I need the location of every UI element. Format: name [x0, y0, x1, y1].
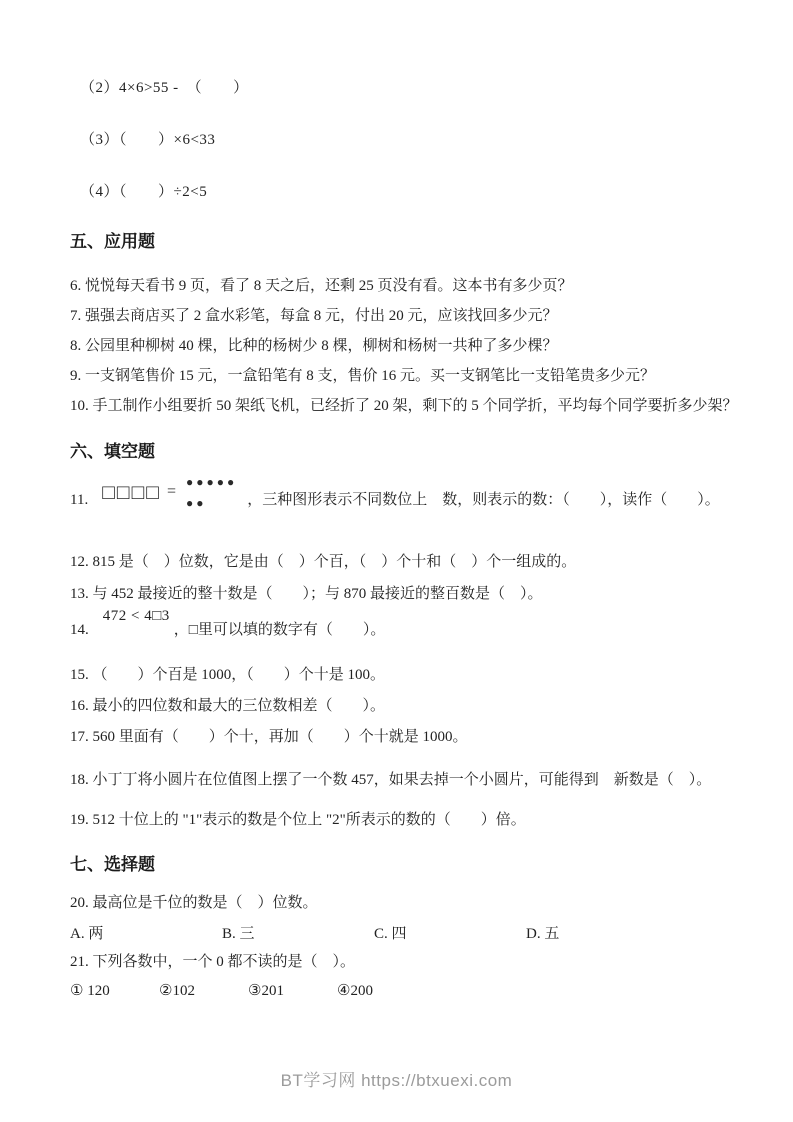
dots-stack	[186, 476, 237, 509]
inequality-item-2	[80, 76, 249, 97]
option-b: B. 三	[222, 926, 255, 942]
site-footer: BT学习网 https://btxuexi.com	[280, 1071, 513, 1090]
section-heading-fill-blanks: 六、填空题	[70, 442, 155, 461]
question-14	[70, 608, 385, 639]
inequality-2-number: （2）	[80, 80, 120, 96]
section-heading-choice: 七、选择题	[70, 855, 155, 874]
equals-sign: =	[166, 483, 176, 500]
question-14-text: ，□里可以填的数字有（ ）。	[173, 622, 386, 638]
question-6: 6. 悦悦每天看书 9 页，看了 8 天之后，还剩 25 页没有看。这本书有多少页？	[70, 278, 573, 294]
inequality-3-expression: （ ）×6<33	[119, 132, 216, 148]
option-c: C. 四	[374, 926, 407, 942]
question-16: 16. 最小的四位数和最大的三位数相差（ ）。	[70, 698, 386, 714]
question-20: 20. 最高位是千位的数是（ ）位数。	[70, 895, 318, 911]
dots-bottom-row: ●●	[185, 496, 207, 510]
inequality-4-number: （4）	[80, 184, 120, 200]
inequality-item-3	[80, 128, 215, 149]
question-20-options	[70, 922, 678, 943]
question-11	[70, 476, 720, 509]
option-a: A. 两	[70, 926, 104, 942]
question-14-number: 14.	[70, 622, 89, 638]
section-heading-application: 五、应用题	[70, 232, 155, 251]
question-21-options	[70, 981, 426, 1000]
question-13: 13. 与 452 最接近的整十数是（ ）；与 870 最接近的整百数是（ ）。	[70, 586, 543, 602]
question-21: 21. 下列各数中，一个 0 都不读的是（ ）。	[70, 954, 356, 970]
question-11-text: ，三种图形表示不同数位上 数，则表示的数：（ ），读作（ ）。	[247, 492, 720, 508]
question-7: 7. 强强去商店买了 2 盒水彩笔，每盒 8 元，付出 20 元，应该找回多少元？	[70, 308, 558, 324]
option-1: ① 120	[70, 983, 110, 999]
question-19: 19. 512 十位上的 "1"表示的数是个位上 "2"所表示的数的（ ）倍。	[70, 812, 526, 828]
option-4: ④200	[337, 983, 373, 999]
option-d: D. 五	[526, 926, 560, 942]
inequality-item-4	[80, 180, 207, 201]
question-8: 8. 公园里种柳树 40 棵，比种的杨树少 8 棵，柳树和杨树一共种了多少棵？	[70, 338, 558, 354]
inequality-2-expression: 4×6>55 - （ ）	[119, 80, 249, 96]
question-10: 10. 手工制作小组要折 50 架纸飞机，已经折了 20 架，剩下的 5 个同学折，平均每个同学要折多少架？	[70, 398, 738, 414]
question-12: 12. 815 是（ ）位数，它是由（ ）个百，（ ）个十和（ ）个一组成的。	[70, 554, 577, 570]
inequality-4-expression: （ ）÷2<5	[119, 184, 208, 200]
option-3: ③201	[248, 983, 284, 999]
question-17: 17. 560 里面有（ ）个十，再加（ ）个十就是 1000。	[70, 729, 468, 745]
inequality-3-number: （3）	[80, 132, 120, 148]
question-15: 15. （ ）个百是 1000，（ ）个十是 100。	[70, 667, 386, 683]
place-value-squares: □□□□	[102, 480, 161, 504]
dots-top-row: ●●●●●	[185, 475, 238, 489]
question-9: 9. 一支钢笔售价 15 元，一盒铅笔有 8 支，售价 16 元。买一支钢笔比一支铅笔贵多少元？	[70, 368, 656, 384]
question-11-number: 11.	[70, 492, 89, 508]
question-18: 18. 小丁丁将小圆片在位值图上摆了一个数 457，如果去掉一个小圆片，可能得到 新数是（ ）。	[70, 772, 712, 788]
option-2: ②102	[159, 983, 195, 999]
question-14-formula: 472 < 4□3	[102, 608, 170, 624]
